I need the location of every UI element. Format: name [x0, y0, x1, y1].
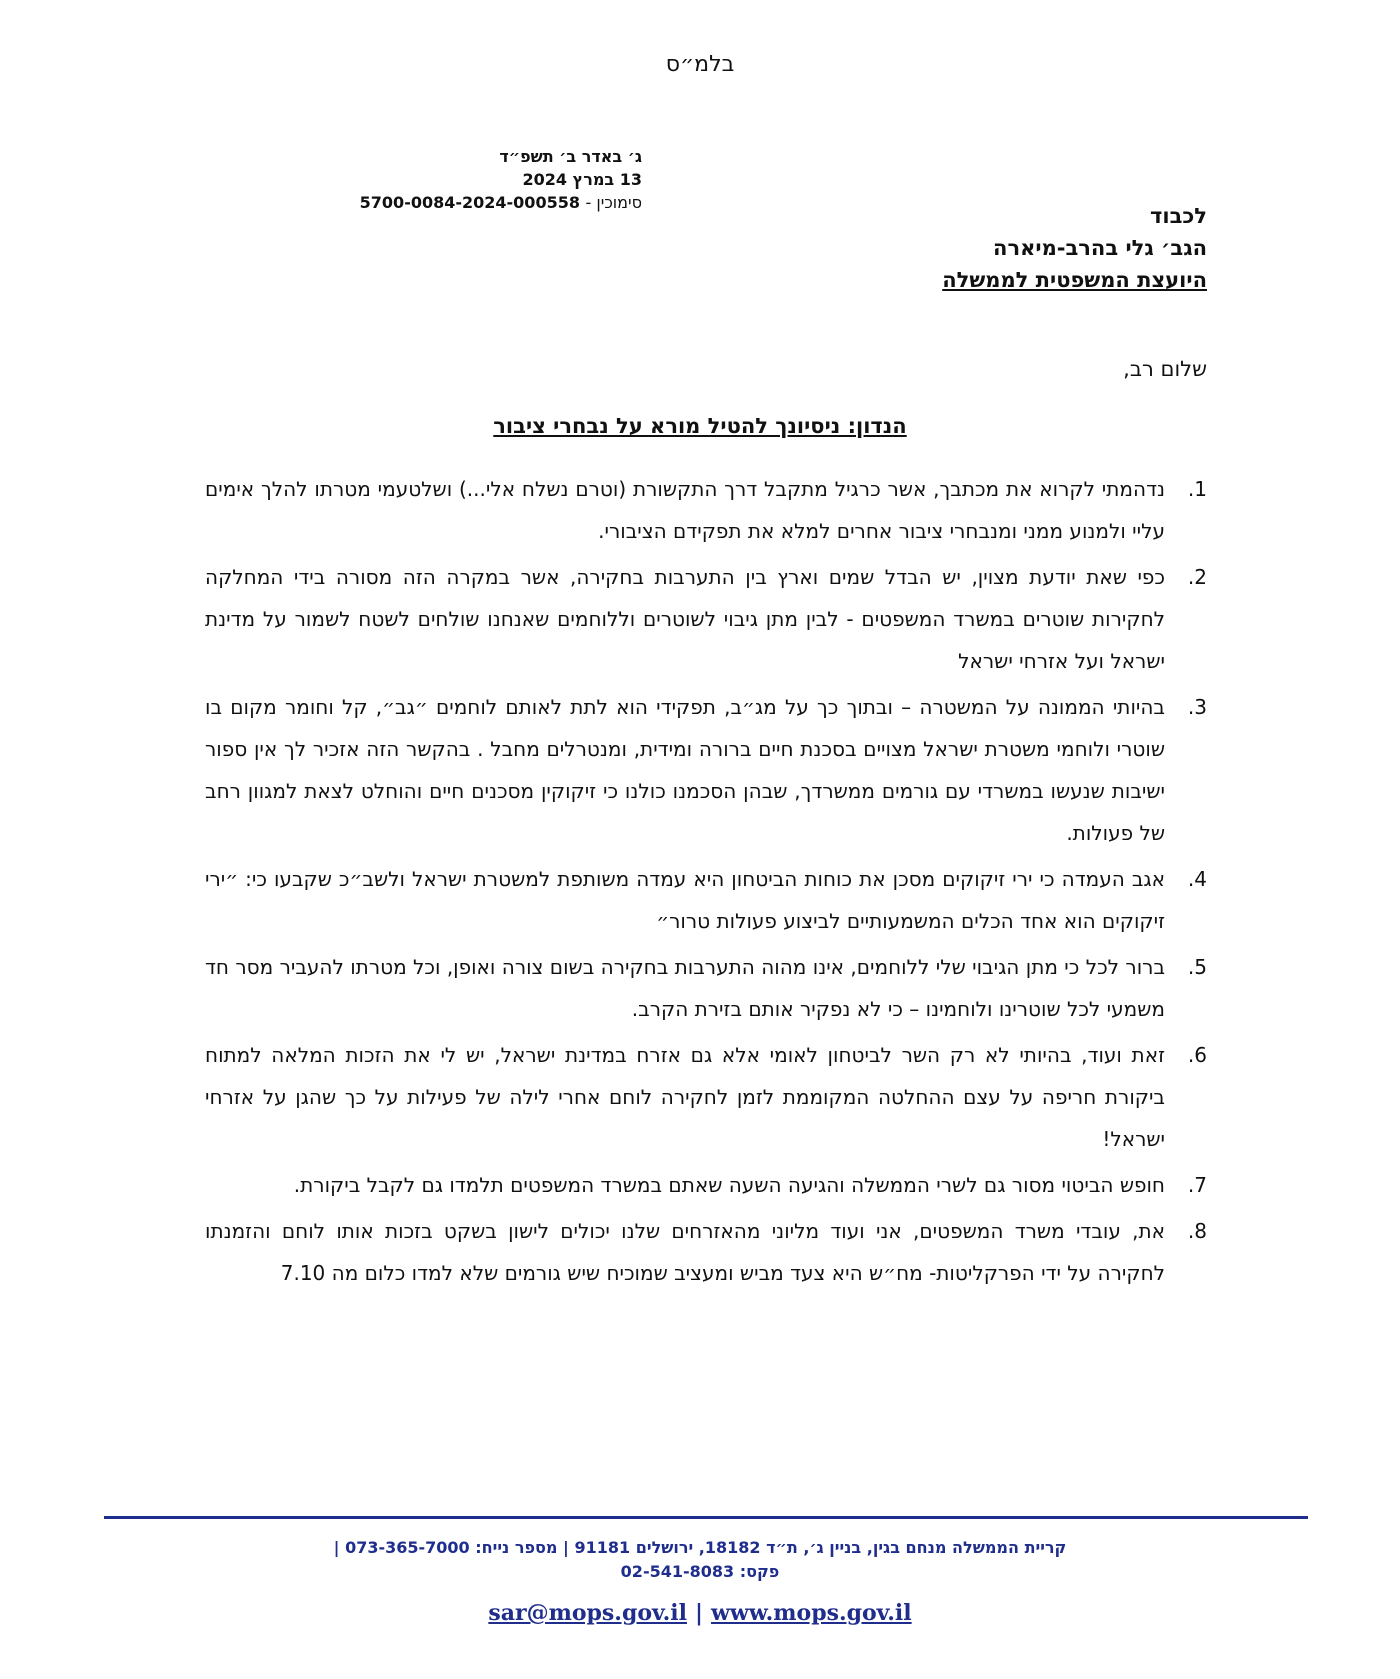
reference-line: [222, 191, 642, 214]
paragraph-text: זאת ועוד, בהיותי לא רק השר לביטחון לאומי אלא גם אזרח במדינת ישראל, יש לי את הזכות המלאה למתוח ביקורת חריפה על עצם ההחלטה המקוממת לזמן לחקירה לוחם אחרי לילה של פעילות על כך שהגן על אזרחי ישראל!: [205, 1043, 1165, 1151]
paragraph-number: 7.: [1187, 1173, 1207, 1197]
paragraph: [205, 1034, 1207, 1160]
recipient-title: היועצת המשפטית לממשלה: [942, 268, 1207, 292]
footer-link-separator: |: [694, 1600, 703, 1626]
footer-fax: פקס: 02-541-8083: [620, 1562, 780, 1581]
paragraph: [205, 858, 1207, 942]
paragraph-text: בהיותי הממונה על המשטרה – ובתוך כך על מג״ב, תפקידי הוא לתת לאותם לוחמים ״גב״, קל וחומר מקום בו שוטרי ולוחמי משטרת ישראל מצויים בסכנת חיים ברורה ומידית, ומנטרלים מחבל . בהקשר הזה אזכיר לך אין ספור ישיבות שנעשו במשרדי עם גורמים ממשרדך, שבהן הסכמנו כולנו כי זיקוקין מסכנים חיים והוחלט לצאת למגוון רחב של פעולות.: [205, 695, 1165, 845]
recipient-salutation: לכבוד: [1150, 204, 1207, 228]
paragraph-number: 5.: [1187, 955, 1207, 979]
paragraph: [205, 468, 1207, 552]
reference-number: 5700-0084-2024-000558: [359, 193, 580, 212]
footer-links: [0, 1600, 1400, 1626]
paragraph-number: 3.: [1187, 695, 1207, 719]
classification-label: בלמ״ס: [665, 52, 735, 77]
paragraph-number: 2.: [1187, 565, 1207, 589]
greeting: שלום רב,: [1123, 357, 1207, 381]
paragraph-number: 4.: [1187, 867, 1207, 891]
paragraph: [205, 686, 1207, 854]
paragraph-text: כפי שאת יודעת מצוין, יש הבדל שמים וארץ בין התערבות בחקירה, אשר במקרה הזה מסורה בידי המחלקה לחקירות שוטרים במשרד המשפטים - לבין מתן גיבוי לשוטרים וללוחמים שאנחנו שולחים לשטח לשמור על מדינת ישראל ועל אזרחי ישראל: [205, 565, 1165, 673]
paragraph-number: 6.: [1187, 1043, 1207, 1067]
date-block: [222, 145, 642, 214]
website-link[interactable]: www.mops.gov.il: [710, 1600, 912, 1626]
footer-divider: [104, 1516, 1308, 1519]
paragraph-text: ברור לכל כי מתן הגיבוי שלי ללוחמים, אינו מהוה התערבות בחקירה בשום צורה ואופן, וכל מטרתו להעביר מסר חד משמעי לכל שוטרינו ולוחמינו – כי לא נפקיר אותם בזירת הקרב.: [205, 955, 1165, 1021]
paragraph-number: 8.: [1187, 1219, 1207, 1243]
footer-address: קריית הממשלה מנחם בגין, בניין ג׳, ת״ד 18182, ירושלים 91181 | מספר נייח: 073-365-7000 |: [333, 1538, 1067, 1557]
letter-body: [205, 468, 1207, 1298]
reference-label: סימוכין -: [585, 193, 642, 212]
paragraph: [205, 1164, 1207, 1206]
hebrew-date: ג׳ באדר ב׳ תשפ״ד: [499, 147, 642, 166]
paragraph: [205, 946, 1207, 1030]
paragraph-number: 1.: [1187, 477, 1207, 501]
paragraph: [205, 556, 1207, 682]
paragraph: [205, 1210, 1207, 1294]
paragraph-text: נדהמתי לקרוא את מכתבך, אשר כרגיל מתקבל דרך התקשורת (וטרם נשלח אלי...) ושלטעמי מטרתו להלך אימים עליי ולמנוע ממני ומנבחרי ציבור אחרים למלא את תפקידם הציבורי.: [205, 477, 1165, 543]
paragraph-text: חופש הביטוי מסור גם לשרי הממשלה והגיעה השעה שאתם במשרד המשפטים תלמדו גם לקבל ביקורת.: [293, 1173, 1165, 1197]
subject-line: הנדון: ניסיונך להטיל מורא על נבחרי ציבור: [493, 414, 907, 438]
recipient-name: הגב׳ גלי בהרב-מיארה: [993, 236, 1207, 260]
paragraph-text: אגב העמדה כי ירי זיקוקים מסכן את כוחות הביטחון היא עמדה משותפת למשטרת ישראל ולשב״כ שקבעו כי: ״ירי זיקוקים הוא אחד הכלים המשמעותיים לביצוע פעולות טרור״: [205, 867, 1165, 933]
recipient-block: [800, 200, 1207, 296]
gregorian-date: 13 במרץ 2024: [522, 170, 642, 189]
paragraph-text: את, עובדי משרד המשפטים, אני ועוד מליוני מהאזרחים שלנו יכולים לישון בשקט בזכות אותו לוחם והזמנתו לחקירה על ידי הפרקליטות- מח״ש היא צעד מביש ומעציב שמוכיח שיש גורמים שלא למדו כלום מה 7.10: [205, 1219, 1165, 1285]
email-link[interactable]: sar@mops.gov.il: [488, 1600, 687, 1626]
